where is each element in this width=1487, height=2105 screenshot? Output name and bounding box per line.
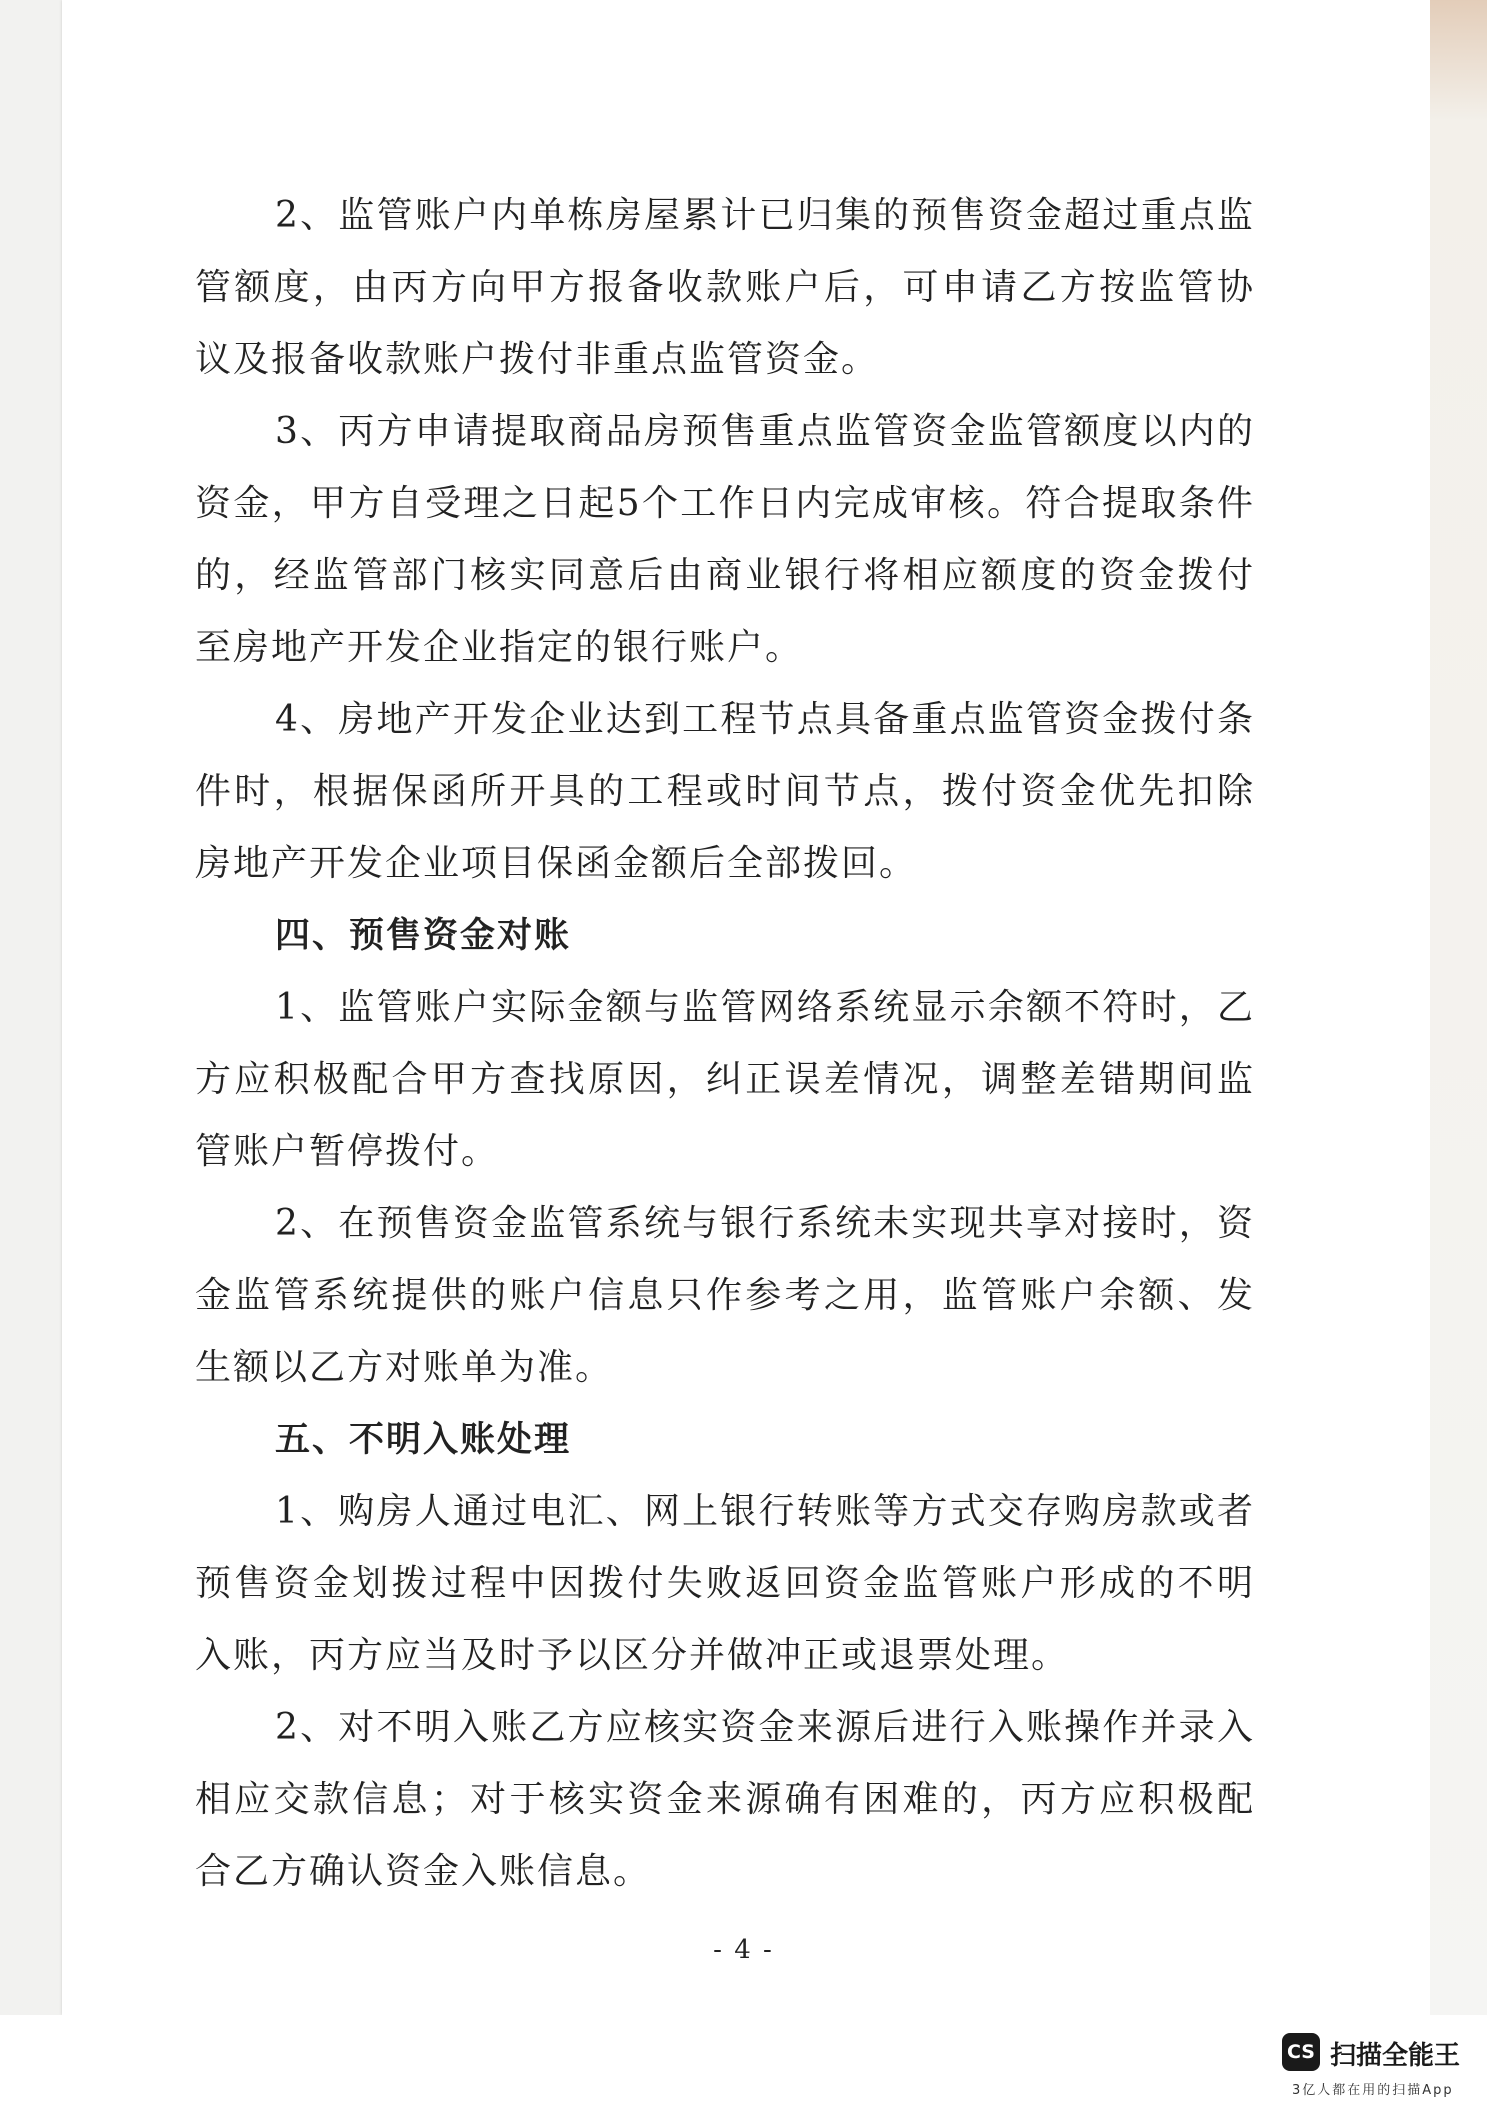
section-heading: 四、预售资金对账 xyxy=(275,916,572,956)
page-number: - 4 - xyxy=(713,1935,774,1965)
paragraph: 2、对不明入账乙方应核实资金来源后进行入账操作并录入相应交款信息；对于核实资金来源确有困难的，丙方应积极配合乙方确认资金入账信息。 xyxy=(195,1707,1255,1892)
watermark-app-name: 扫描全能王 xyxy=(1330,2041,1461,2071)
paragraph: 2、监管账户内单栋房屋累计已归集的预售资金超过重点监管额度，由丙方向甲方报备收款账户后，可申请乙方按监管协议及报备收款账户拨付非重点监管资金。 xyxy=(195,195,1255,380)
scan-right-margin xyxy=(1430,0,1487,2015)
watermark-tagline: 3亿人都在用的扫描App xyxy=(1292,2083,1454,2098)
scan-left-margin xyxy=(0,0,62,2015)
paragraph: 3、丙方申请提取商品房预售重点监管资金监管额度以内的资金，甲方自受理之日起5个工作日内完成审核。符合提取条件的，经监管部门核实同意后由商业银行将相应额度的资金拨付至房地产开发企业指定的银行账户。 xyxy=(195,411,1255,668)
section-heading: 五、不明入账处理 xyxy=(275,1420,572,1460)
paragraph: 2、在预售资金监管系统与银行系统未实现共享对接时，资金监管系统提供的账户信息只作参考之用，监管账户余额、发生额以乙方对账单为准。 xyxy=(195,1203,1255,1388)
paragraph: 1、监管账户实际金额与监管网络系统显示余额不符时，乙方应积极配合甲方查找原因，纠正误差情况，调整差错期间监管账户暂停拨付。 xyxy=(195,987,1255,1172)
paragraph: 1、购房人通过电汇、网上银行转账等方式交存购房款或者预售资金划拨过程中因拨付失败返回资金监管账户形成的不明入账，丙方应当及时予以区分并做冲正或退票处理。 xyxy=(195,1491,1255,1676)
paragraph: 4、房地产开发企业达到工程节点具备重点监管资金拨付条件时，根据保函所开具的工程或时间节点，拨付资金优先扣除房地产开发企业项目保函金额后全部拨回。 xyxy=(195,699,1255,884)
document-body xyxy=(195,180,1255,1908)
scan-bottom-area xyxy=(0,2015,1487,2105)
camscanner-logo-icon: CS xyxy=(1282,2033,1320,2071)
scanner-watermark xyxy=(1282,2033,1462,2097)
